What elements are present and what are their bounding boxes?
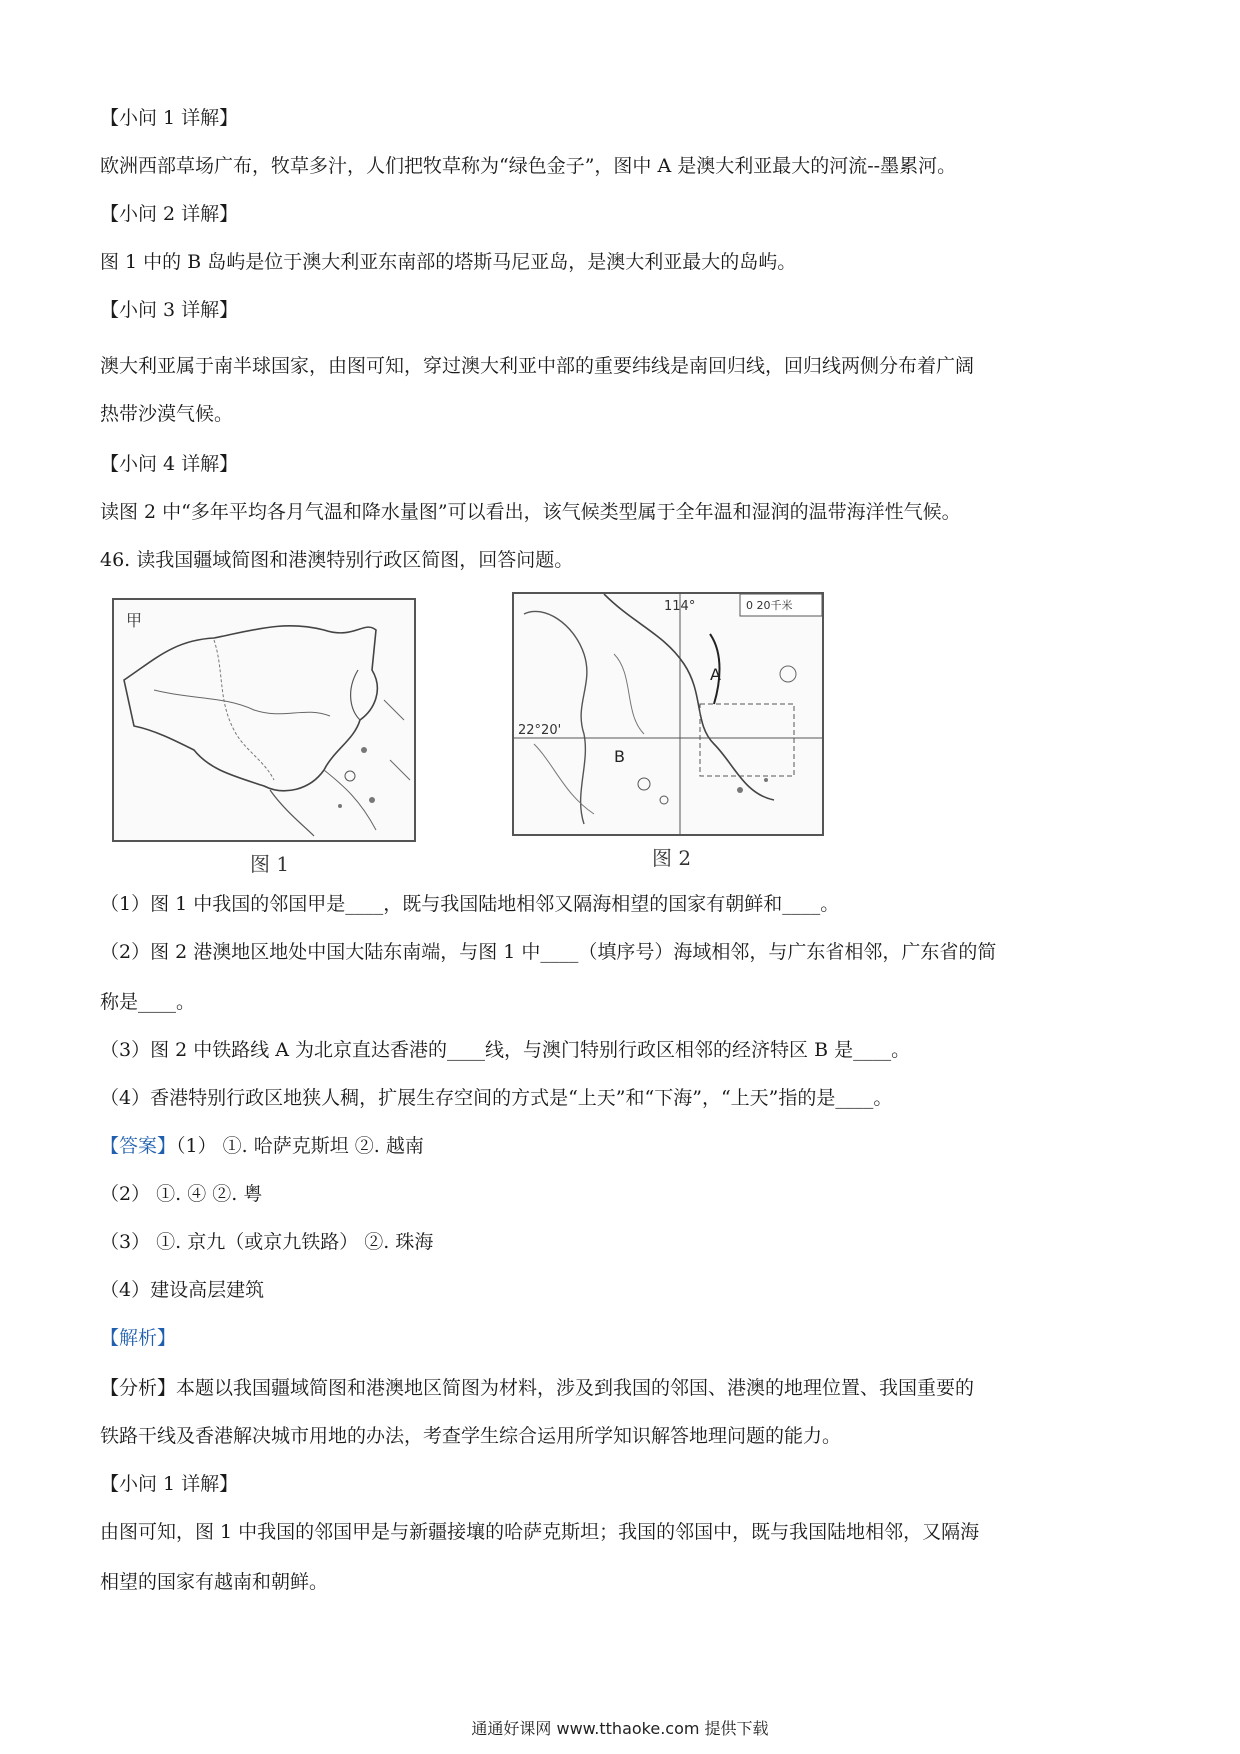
answer-4: （4）建设高层建筑 bbox=[100, 1279, 265, 1301]
hk-macao-map bbox=[514, 594, 822, 834]
fig2-railway-a: A bbox=[710, 665, 721, 684]
prev-q1-heading: 【小问 1 详解】 bbox=[100, 107, 239, 129]
prev-q3-text-line1: 澳大利亚属于南半球国家，由图可知，穿过澳大利亚中部的重要纬线是南回归线，回归线两侧分布着广阔 bbox=[100, 355, 975, 377]
question-46-part2-line2: 称是____。 bbox=[100, 991, 196, 1013]
analysis-text-line2: 铁路干线及香港解决城市用地的办法，考查学生综合运用所学知识解答地理问题的能力。 bbox=[100, 1425, 842, 1447]
prev-q1-text: 欧洲西部草场广布，牧草多汁，人们把牧草称为“绿色金子”，图中 A 是澳大利亚最大的河流--墨累河。 bbox=[100, 155, 957, 177]
figure-2-map bbox=[512, 592, 824, 836]
fig2-scale-label: 0 20千米 bbox=[746, 599, 793, 612]
question-46-title: 46. 读我国疆域简图和港澳特别行政区简图，回答问题。 bbox=[100, 549, 574, 571]
figure-1-map bbox=[112, 598, 416, 842]
analysis-label: 【解析】 bbox=[100, 1327, 177, 1349]
answer-1: （1） ①. 哈萨克斯坦 ②. 越南 bbox=[176, 1135, 424, 1157]
fig2-latitude-label: 22°20' bbox=[518, 723, 562, 738]
answer-3: （3） ①. 京九（或京九铁路） ②. 珠海 bbox=[100, 1231, 434, 1253]
fig2-zone-b: B bbox=[614, 747, 625, 766]
prev-q4-heading: 【小问 4 详解】 bbox=[100, 453, 239, 475]
figure-2-caption: 图 2 bbox=[652, 846, 692, 870]
fig2-longitude-label: 114° bbox=[664, 599, 696, 614]
fig1-label-jia: 甲 bbox=[126, 611, 143, 630]
prev-q3-heading: 【小问 3 详解】 bbox=[100, 299, 239, 321]
detail-1-text-line2: 相望的国家有越南和朝鲜。 bbox=[100, 1571, 329, 1593]
question-46-part3: （3）图 2 中铁路线 A 为北京直达香港的____线，与澳门特别行政区相邻的经济特区 B 是____。 bbox=[100, 1039, 911, 1061]
prev-q2-text: 图 1 中的 B 岛屿是位于澳大利亚东南部的塔斯马尼亚岛，是澳大利亚最大的岛屿。 bbox=[100, 251, 797, 273]
answer-2: （2） ①. ④ ②. 粤 bbox=[100, 1183, 263, 1205]
figure-1-caption: 图 1 bbox=[250, 852, 290, 876]
prev-q2-heading: 【小问 2 详解】 bbox=[100, 203, 239, 225]
question-46-part2-line1: （2）图 2 港澳地区地处中国大陆东南端，与图 1 中____（填序号）海域相邻，与广东省相邻，广东省的简 bbox=[100, 941, 997, 963]
prev-q4-text: 读图 2 中“多年平均各月气温和降水量图”可以看出，该气候类型属于全年温和湿润的温带海洋性气候。 bbox=[100, 501, 961, 523]
answer-label: 【答案】 bbox=[100, 1135, 177, 1157]
detail-1-text-line1: 由图可知，图 1 中我国的邻国甲是与新疆接壤的哈萨克斯坦；我国的邻国中，既与我国陆地相邻，又隔海 bbox=[100, 1521, 980, 1543]
detail-1-heading: 【小问 1 详解】 bbox=[100, 1473, 239, 1495]
prev-q3-text-line2: 热带沙漠气候。 bbox=[100, 403, 234, 425]
question-46-part4: （4）香港特别行政区地狭人稠，扩展生存空间的方式是“上天”和“下海”，“上天”指的是____。 bbox=[100, 1087, 893, 1109]
analysis-text-line1: 【分析】本题以我国疆域简图和港澳地区简图为材料，涉及到我国的邻国、港澳的地理位置、我国重要的 bbox=[100, 1377, 975, 1399]
question-46-part1: （1）图 1 中我国的邻国甲是____，既与我国陆地相邻又隔海相望的国家有朝鲜和____。 bbox=[100, 893, 840, 915]
page-footer: 通通好课网 www.tthaoke.com 提供下载 bbox=[471, 1719, 769, 1738]
answer-row-1 bbox=[100, 1132, 424, 1160]
china-outline-map bbox=[114, 600, 414, 840]
